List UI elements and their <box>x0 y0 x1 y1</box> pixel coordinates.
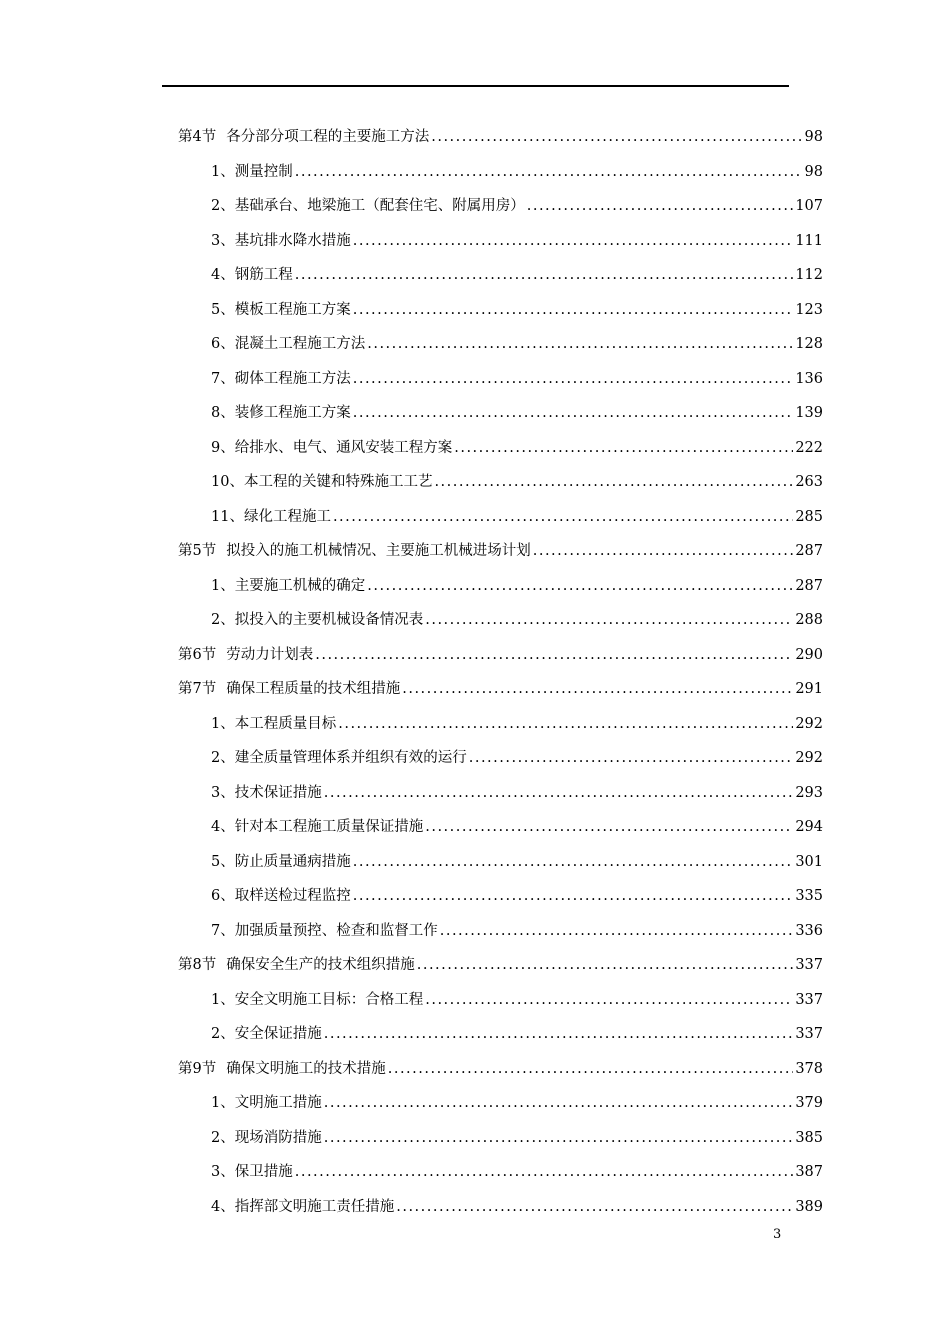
toc-entry-title: 现场消防措施 <box>234 1129 322 1146</box>
toc-entry-number: 4、 <box>211 267 235 283</box>
toc-entry-page: 292 <box>795 750 823 766</box>
toc-subsection-entry[interactable] <box>178 224 823 259</box>
header-rule <box>162 85 789 87</box>
table-of-contents <box>178 120 823 1224</box>
toc-dot-leader <box>353 889 794 904</box>
toc-entry-title: 安全文明施工目标：合格工程 <box>234 991 424 1008</box>
toc-entry-title: 本工程的关键和特殊施工工艺 <box>243 474 433 490</box>
toc-entry-number: 第5节 <box>178 543 217 559</box>
toc-section-entry[interactable] <box>178 948 823 983</box>
toc-dot-leader <box>295 1165 794 1180</box>
toc-dot-leader <box>324 1131 794 1146</box>
toc-dot-leader <box>533 544 794 559</box>
toc-entry-title: 安全保证措施 <box>234 1026 322 1042</box>
toc-section-entry[interactable] <box>178 672 823 707</box>
toc-subsection-entry[interactable] <box>178 1121 823 1156</box>
toc-entry-title: 拟投入的施工机械情况、主要施工机械进场计划 <box>226 543 531 559</box>
toc-entry-page: 98 <box>804 129 823 145</box>
toc-entry-title: 确保工程质量的技术组措施 <box>226 681 401 697</box>
toc-entry-page: 335 <box>795 888 823 904</box>
toc-entry-number: 9、 <box>211 439 235 456</box>
toc-entry-title: 钢筋工程 <box>234 267 293 283</box>
toc-entry-page: 389 <box>795 1198 823 1215</box>
toc-entry-page: 290 <box>795 646 823 663</box>
toc-dot-leader <box>367 579 793 594</box>
toc-entry-title: 砌体工程施工方法 <box>234 370 351 387</box>
toc-dot-leader <box>527 199 794 214</box>
toc-subsection-entry[interactable] <box>178 1086 823 1121</box>
toc-entry-title: 各分部分项工程的主要施工方法 <box>226 129 430 145</box>
toc-dot-leader <box>315 648 793 663</box>
toc-entry-title: 加强质量预控、检查和监督工作 <box>234 922 438 939</box>
toc-entry-page: 294 <box>795 819 823 835</box>
toc-subsection-entry[interactable] <box>178 396 823 431</box>
toc-entry-page: 385 <box>795 1129 823 1146</box>
toc-subsection-entry[interactable] <box>178 569 823 604</box>
toc-entry-number: 8、 <box>211 405 235 421</box>
toc-dot-leader <box>417 958 794 973</box>
toc-dot-leader <box>333 510 793 525</box>
toc-entry-number: 10、 <box>211 474 244 490</box>
page-number: 3 <box>773 1227 782 1242</box>
toc-dot-leader <box>324 1027 794 1042</box>
toc-subsection-entry[interactable] <box>178 1190 823 1225</box>
toc-entry-title: 确保文明施工的技术措施 <box>226 1060 386 1077</box>
toc-entry-title: 拟投入的主要机械设备情况表 <box>234 612 424 628</box>
toc-dot-leader <box>434 475 793 490</box>
toc-subsection-entry[interactable] <box>178 1017 823 1052</box>
toc-entry-number: 2、 <box>211 198 235 214</box>
toc-entry-number: 2、 <box>211 750 235 766</box>
toc-entry-page: 222 <box>795 439 823 456</box>
toc-subsection-entry[interactable] <box>178 155 823 190</box>
toc-entry-title: 保卫措施 <box>234 1164 293 1180</box>
toc-subsection-entry[interactable] <box>178 431 823 466</box>
toc-entry-page: 336 <box>795 922 823 939</box>
toc-entry-number: 3、 <box>211 784 235 801</box>
toc-entry-page: 98 <box>804 163 823 180</box>
toc-dot-leader <box>367 337 793 352</box>
toc-entry-page: 288 <box>795 612 823 628</box>
toc-entry-number: 6、 <box>211 336 235 352</box>
toc-entry-number: 5、 <box>211 853 235 870</box>
toc-subsection-entry[interactable] <box>178 707 823 742</box>
toc-entry-title: 防止质量通病措施 <box>234 853 351 870</box>
toc-dot-leader <box>353 372 794 387</box>
toc-entry-number: 1、 <box>211 991 235 1008</box>
toc-entry-number: 1、 <box>211 1095 235 1111</box>
toc-subsection-entry[interactable] <box>178 845 823 880</box>
toc-subsection-entry[interactable] <box>178 603 823 638</box>
toc-entry-number: 7、 <box>211 922 235 939</box>
toc-subsection-entry[interactable] <box>178 258 823 293</box>
toc-entry-page: 378 <box>795 1060 823 1077</box>
toc-subsection-entry[interactable] <box>178 741 823 776</box>
toc-dot-leader <box>431 130 802 145</box>
toc-entry-number: 2、 <box>211 1026 235 1042</box>
toc-dot-leader <box>324 786 794 801</box>
toc-dot-leader <box>425 993 793 1008</box>
toc-section-entry[interactable] <box>178 638 823 673</box>
toc-dot-leader <box>454 441 793 456</box>
toc-entry-page: 287 <box>795 543 823 559</box>
toc-dot-leader <box>425 613 793 628</box>
toc-entry-page: 287 <box>795 577 823 594</box>
toc-entry-title: 主要施工机械的确定 <box>234 577 366 594</box>
toc-entry-title: 装修工程施工方案 <box>234 405 351 421</box>
toc-entry-number: 4、 <box>211 1198 235 1215</box>
toc-entry-number: 1、 <box>211 163 235 180</box>
toc-dot-leader <box>353 855 794 870</box>
toc-subsection-entry[interactable] <box>178 879 823 914</box>
toc-entry-title: 给排水、电气、通风安装工程方案 <box>234 439 453 456</box>
toc-dot-leader <box>295 165 803 180</box>
toc-entry-page: 136 <box>795 370 823 387</box>
toc-subsection-entry[interactable] <box>178 983 823 1018</box>
toc-subsection-entry[interactable] <box>178 327 823 362</box>
toc-dot-leader <box>353 406 794 421</box>
toc-entry-title: 基坑排水降水措施 <box>234 232 351 249</box>
toc-entry-page: 291 <box>795 681 823 697</box>
toc-entry-number: 4、 <box>211 819 235 835</box>
toc-dot-leader <box>338 717 793 732</box>
toc-dot-leader <box>396 1200 793 1215</box>
toc-subsection-entry[interactable] <box>178 465 823 500</box>
toc-entry-number: 11、 <box>211 508 244 525</box>
toc-entry-number: 第7节 <box>178 681 217 697</box>
toc-entry-page: 337 <box>795 957 823 973</box>
toc-dot-leader <box>425 820 793 835</box>
toc-entry-page: 337 <box>795 1026 823 1042</box>
toc-entry-number: 6、 <box>211 888 235 904</box>
toc-entry-title: 指挥部文明施工责任措施 <box>234 1198 395 1215</box>
toc-dot-leader <box>324 1096 794 1111</box>
toc-entry-page: 285 <box>795 508 823 525</box>
toc-entry-page: 139 <box>795 405 823 421</box>
toc-entry-number: 1、 <box>211 577 235 594</box>
toc-entry-number: 7、 <box>211 370 235 387</box>
toc-entry-page: 123 <box>795 301 823 318</box>
toc-subsection-entry[interactable] <box>178 776 823 811</box>
toc-dot-leader <box>353 234 794 249</box>
toc-dot-leader <box>469 751 794 766</box>
toc-subsection-entry[interactable] <box>178 189 823 224</box>
toc-entry-number: 3、 <box>211 1164 235 1180</box>
toc-entry-title: 测量控制 <box>234 163 293 180</box>
toc-subsection-entry[interactable] <box>178 293 823 328</box>
toc-entry-title: 基础承台、地梁施工（配套住宅、附属用房） <box>234 198 525 214</box>
toc-entry-title: 针对本工程施工质量保证措施 <box>234 819 424 835</box>
toc-section-entry[interactable] <box>178 534 823 569</box>
toc-subsection-entry[interactable] <box>178 914 823 949</box>
toc-dot-leader <box>295 268 794 283</box>
toc-entry-page: 301 <box>795 853 823 870</box>
toc-entry-page: 293 <box>795 784 823 801</box>
toc-dot-leader <box>440 924 794 939</box>
toc-entry-page: 111 <box>795 232 823 249</box>
toc-entry-number: 1、 <box>211 715 235 732</box>
toc-entry-page: 387 <box>795 1164 823 1180</box>
toc-subsection-entry[interactable] <box>178 362 823 397</box>
toc-dot-leader <box>388 1062 794 1077</box>
toc-entry-page: 379 <box>795 1095 823 1111</box>
toc-entry-title: 本工程质量目标 <box>234 715 337 732</box>
toc-subsection-entry[interactable] <box>178 1155 823 1190</box>
toc-entry-title: 取样送检过程监控 <box>234 888 351 904</box>
toc-section-entry[interactable] <box>178 120 823 155</box>
toc-entry-title: 建全质量管理体系并组织有效的运行 <box>234 750 467 766</box>
toc-entry-title: 劳动力计划表 <box>226 646 314 663</box>
toc-entry-page: 263 <box>795 474 823 490</box>
toc-entry-title: 技术保证措施 <box>234 784 322 801</box>
toc-entry-number: 2、 <box>211 612 235 628</box>
toc-section-entry[interactable] <box>178 1052 823 1087</box>
toc-entry-title: 文明施工措施 <box>234 1095 322 1111</box>
toc-dot-leader <box>402 682 793 697</box>
toc-entry-page: 112 <box>795 267 823 283</box>
toc-entry-number: 3、 <box>211 232 235 249</box>
toc-entry-title: 确保安全生产的技术组织措施 <box>226 957 415 973</box>
toc-entry-title: 模板工程施工方案 <box>234 301 351 318</box>
toc-entry-page: 337 <box>795 991 823 1008</box>
toc-entry-title: 绿化工程施工 <box>243 508 331 525</box>
toc-entry-number: 第9节 <box>178 1060 217 1077</box>
toc-subsection-entry[interactable] <box>178 500 823 535</box>
toc-entry-number: 第6节 <box>178 646 217 663</box>
toc-dot-leader <box>353 303 794 318</box>
toc-subsection-entry[interactable] <box>178 810 823 845</box>
toc-entry-page: 292 <box>795 715 823 732</box>
toc-entry-number: 第8节 <box>178 957 217 973</box>
toc-entry-number: 2、 <box>211 1129 235 1146</box>
toc-entry-page: 107 <box>795 198 823 214</box>
toc-entry-number: 5、 <box>211 301 235 318</box>
toc-entry-page: 128 <box>795 336 823 352</box>
toc-entry-title: 混凝土工程施工方法 <box>234 336 366 352</box>
toc-entry-number: 第4节 <box>178 129 217 145</box>
